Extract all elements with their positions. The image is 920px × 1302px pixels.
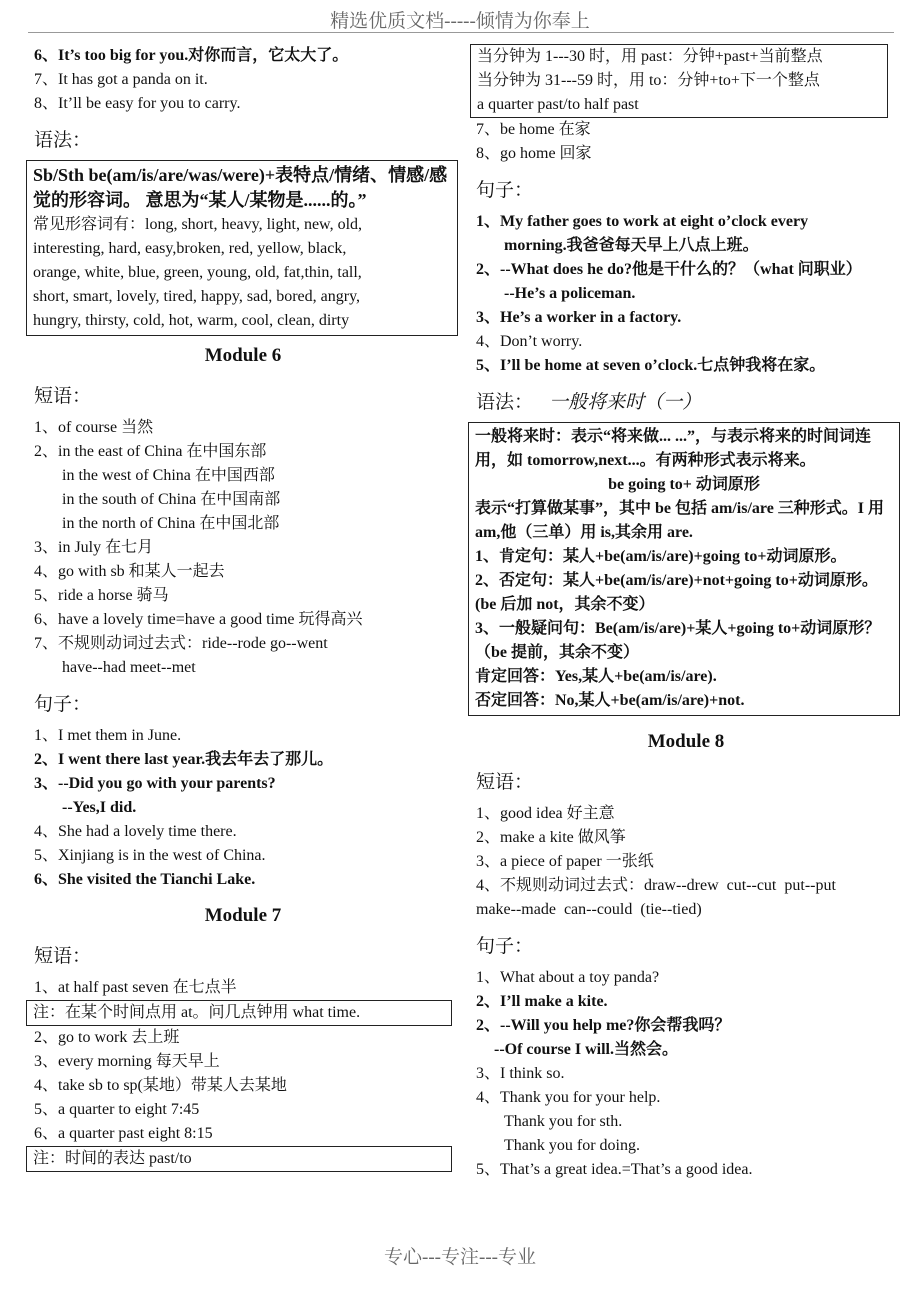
phrases-heading: 短语： — [476, 771, 534, 793]
adjective-line: 常见形容词有：long, short, heavy, light, new, old, — [33, 216, 363, 233]
phrase-line: 1、of course 当然 — [34, 419, 154, 436]
future-rule: 2、否定句：某人+be(am/is/are)+not+going to+动词原形。(be 后加 not，其余不变） — [475, 572, 878, 613]
sentence-line: 5、That’s a great idea.=That’s a good idea. — [476, 1161, 753, 1178]
sentence-line: 2、--What does he do?他是干什么的？（what 问职业） — [476, 261, 862, 278]
phrase-line: 4、take sb to sp(某地）带某人去某地 — [34, 1077, 287, 1094]
page-header: 精选优质文档-----倾情为你奉上 — [330, 11, 590, 32]
sentence-line: Thank you for sth. — [504, 1113, 623, 1130]
sentence-line: 4、Don’t worry. — [476, 333, 583, 350]
phrase-line: 6、a quarter past eight 8:15 — [34, 1125, 213, 1142]
module-title: Module 8 — [647, 731, 725, 752]
phrase-line: 1、at half past seven 在七点半 — [34, 979, 237, 996]
sentence-line: 5、I’ll be home at seven o’clock.七点钟我将在家。 — [476, 357, 826, 374]
phrase-line: 5、ride a horse 骑马 — [34, 587, 169, 604]
sentence-line: 1、I met them in June. — [34, 727, 182, 744]
sentence-line: 4、Thank you for your help. — [476, 1089, 661, 1106]
phrase-line: 5、a quarter to eight 7:45 — [34, 1101, 200, 1118]
time-rule-line: 当分钟为 1---30 时，用 past：分钟+past+当前整点 — [477, 48, 823, 65]
future-tense-box — [468, 422, 900, 716]
future-rule: 肯定回答：Yes,某人+be(am/is/are). — [475, 668, 717, 685]
sentence-line: morning.我爸爸每天早上八点上班。 — [504, 237, 759, 254]
future-rule: 否定回答：No,某人+be(am/is/are)+not. — [475, 692, 745, 709]
future-rule: 3、一般疑问句：Be(am/is/are)+某人+going to+动词原形？（be 提前，其余不变） — [475, 620, 881, 661]
future-rule: be going to+ 动词原形 — [608, 476, 760, 493]
sentence-line: Thank you for doing. — [504, 1137, 640, 1154]
grammar-heading: 语法： — [34, 129, 92, 151]
adjective-line: hungry, thirsty, cold, hot, warm, cool, clean, dirty — [33, 312, 350, 329]
phrase-line: 6、have a lovely time=have a good time 玩得高兴 — [34, 611, 363, 628]
phrases-heading: 短语： — [34, 945, 92, 967]
sentence-line: 8、It’ll be easy for you to carry. — [34, 95, 241, 112]
note-box: 注：时间的表达 past/to — [26, 1146, 452, 1172]
sentence-line: 2、--Will you help me?你会帮我吗？ — [476, 1017, 731, 1034]
grammar-rule: Sb/Sth be(am/is/are/was/were)+表特点/情绪、情感/感觉的形容词。 意思为“某人/某物是......的。” — [33, 165, 448, 210]
sentence-line: --Yes,I did. — [62, 799, 137, 816]
adjective-line: orange, white, blue, green, young, old, fat,thin, tall, — [33, 264, 362, 281]
phrase-line: 2、go to work 去上班 — [34, 1029, 180, 1046]
phrase-line: have--had meet--met — [62, 659, 196, 676]
sentences-heading: 句子： — [476, 179, 534, 201]
sentence-line: 5、Xinjiang is in the west of China. — [34, 847, 266, 864]
sentence-line: 6、She visited the Tianchi Lake. — [34, 871, 256, 888]
sentences-heading: 句子： — [476, 935, 534, 957]
sentence-line: 7、It has got a panda on it. — [34, 71, 208, 88]
right-column — [476, 118, 896, 1182]
phrase-line: 2、make a kite 做风筝 — [476, 829, 626, 846]
future-rule: 表示“打算做某事”，其中 be 包括 am/is/are 三种形式。I 用 am,他（三单）用 is,其余用 are. — [475, 500, 885, 541]
note-box: 注：在某个时间点用 at。问几点钟用 what time. — [26, 1000, 452, 1026]
time-rule-line: 当分钟为 31---59 时，用 to：分钟+to+下一个整点 — [477, 72, 820, 89]
phrase-line: make--made can--could (tie--tied) — [476, 901, 702, 918]
sentences-heading: 句子： — [34, 693, 92, 715]
future-rule: 一般将来时：表示“将来做... ...”，与表示将来的时间词连用，如 tomorrow,next...。有两种形式表示将来。 — [475, 428, 872, 469]
page-footer: 专心---专注---专业 — [384, 1247, 536, 1268]
time-rule-line: a quarter past/to half past — [477, 96, 639, 113]
phrase-line: 1、good idea 好主意 — [476, 805, 615, 822]
sentence-line: 1、What about a toy panda? — [476, 969, 660, 986]
phrase-line: 4、go with sb 和某人一起去 — [34, 563, 225, 580]
grammar-box — [26, 160, 458, 336]
phrase-line: 8、go home 回家 — [476, 145, 592, 162]
sentence-line: 6、It’s too big for you.对你而言，它太大了。 — [34, 47, 349, 64]
sentence-line: --He’s a policeman. — [504, 285, 636, 302]
phrase-line: in the south of China 在中国南部 — [62, 491, 281, 508]
phrase-line: 7、不规则动词过去式：ride--rode go--went — [34, 635, 328, 652]
module-title: Module 7 — [204, 905, 282, 926]
sentence-line: --Of course I will.当然会。 — [494, 1041, 678, 1058]
adjective-line: short, smart, lovely, tired, happy, sad, bored, angry, — [33, 288, 361, 305]
grammar-subtitle: 一般将来时（一） — [549, 391, 702, 413]
phrase-line: in the north of China 在中国北部 — [62, 515, 280, 532]
phrase-line: 7、be home 在家 — [476, 121, 591, 138]
grammar-heading — [476, 390, 896, 414]
sentence-line: 2、I’ll make a kite. — [476, 993, 608, 1010]
sentence-line: 4、She had a lovely time there. — [34, 823, 237, 840]
time-expression-box — [470, 44, 888, 118]
phrase-line: 3、a piece of paper 一张纸 — [476, 853, 654, 870]
adjective-line: interesting, hard, easy,broken, red, yellow, black, — [33, 240, 347, 257]
phrase-line: in the west of China 在中国西部 — [62, 467, 275, 484]
sentence-line: 2、I went there last year.我去年去了那儿。 — [34, 751, 334, 768]
sentence-line: 3、He’s a worker in a factory. — [476, 309, 682, 326]
grammar-heading-label: 语法： — [476, 391, 534, 413]
phrase-line: 4、不规则动词过去式：draw--drew cut--cut put--put — [476, 877, 836, 894]
left-column — [34, 44, 452, 1172]
phrase-line: 3、in July 在七月 — [34, 539, 154, 556]
phrase-line: 3、every morning 每天早上 — [34, 1053, 220, 1070]
module-title: Module 6 — [204, 345, 282, 366]
sentence-line: 1、My father goes to work at eight o’clock every — [476, 213, 809, 230]
sentence-line: 3、I think so. — [476, 1065, 565, 1082]
header-divider — [28, 32, 894, 33]
sentence-line: 3、--Did you go with your parents? — [34, 775, 276, 792]
phrase-line: 2、in the east of China 在中国东部 — [34, 443, 267, 460]
future-rule: 1、肯定句：某人+be(am/is/are)+going to+动词原形。 — [475, 548, 847, 565]
phrases-heading: 短语： — [34, 385, 92, 407]
